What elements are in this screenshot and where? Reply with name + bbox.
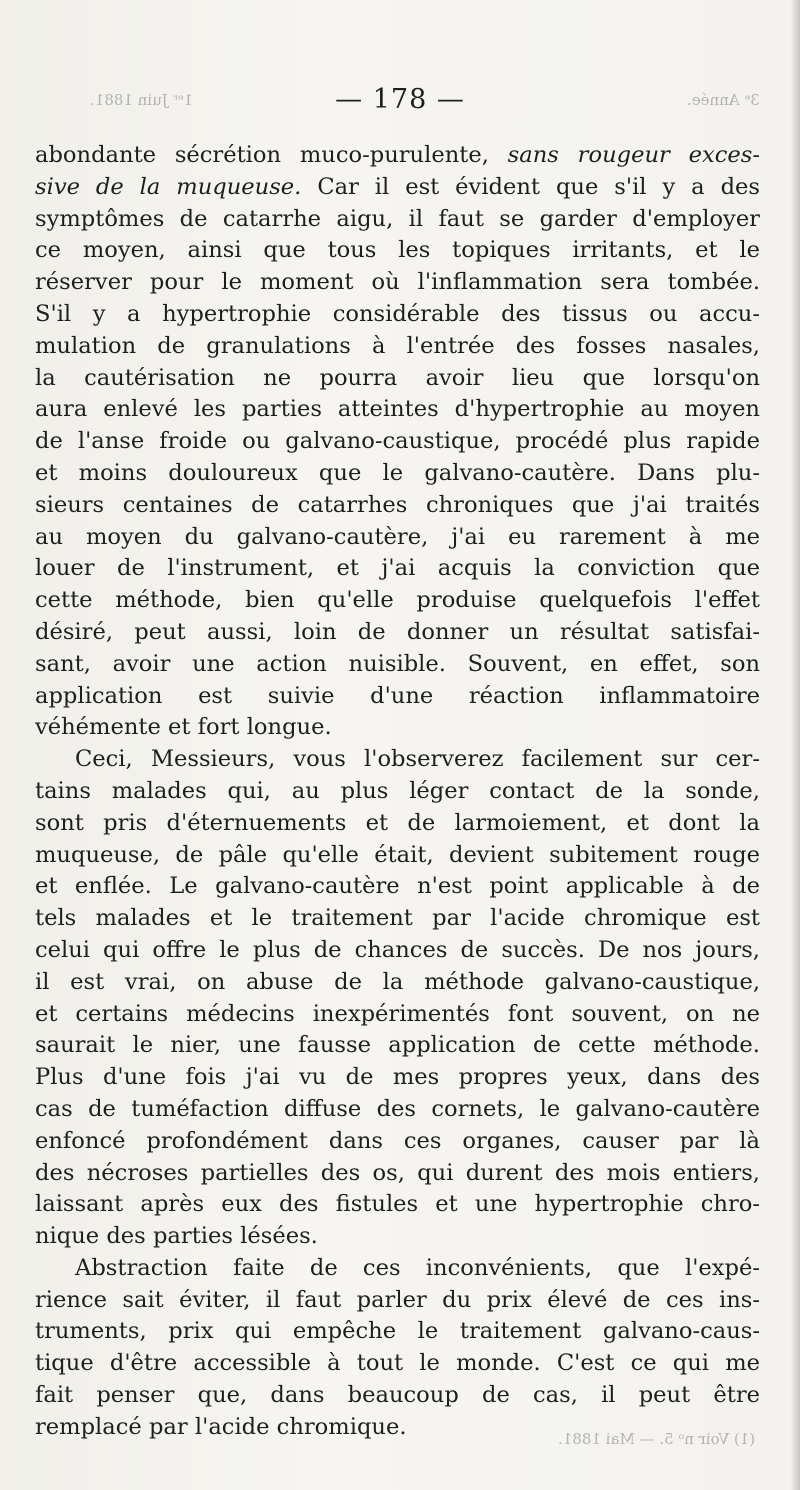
bleedthrough-text-left: 1ᵉʳ Juin 1881. (90, 91, 194, 109)
text-line (35, 1412, 760, 1444)
text-line (35, 935, 760, 967)
text-line (35, 903, 760, 935)
italic-text-run: sive de la muqueuse. (35, 173, 302, 200)
text-line (35, 267, 760, 299)
text-run: tains malades qui, au plus léger contact de la sonde, (35, 777, 760, 804)
text-run: de l'anse froide ou galvano-caustique, procédé plus rapide (35, 428, 760, 455)
text-line (35, 1189, 760, 1221)
text-run: S'il y a hypertrophie considérable des tissus ou accu- (35, 300, 760, 327)
text-line (35, 394, 760, 426)
text-run: remplacé par l'acide chromique. (35, 1413, 407, 1440)
text-line (35, 1285, 760, 1317)
text-line (35, 712, 760, 744)
text-line (35, 522, 760, 554)
text-run: enfoncé profondément dans ces organes, causer par là (35, 1127, 760, 1154)
text-line (35, 744, 760, 776)
text-run: laissant après eux des fistules et une hypertrophie chro- (35, 1191, 760, 1218)
text-line (35, 363, 760, 395)
text-line (35, 1030, 760, 1062)
paragraph (35, 140, 760, 744)
text-run: Car il est évident que s'il y a des (301, 173, 761, 200)
text-line (35, 1126, 760, 1158)
text-line (35, 490, 760, 522)
text-run: truments, prix qui empêche le traitement galvano-caus- (35, 1318, 760, 1345)
text-line (35, 1094, 760, 1126)
text-run: et certains médecins inexpérimentés font souvent, on ne (35, 1000, 760, 1027)
text-run: il est vrai, on abuse de la méthode galvano-caustique, (35, 968, 760, 995)
text-run: réserver pour le moment où l'inflammation sera tombée. (35, 269, 760, 296)
text-line (35, 649, 760, 681)
paragraph (35, 1253, 760, 1444)
text-line (35, 871, 760, 903)
text-line (35, 1316, 760, 1348)
text-run: sant, avoir une action nuisible. Souvent, en effet, son (35, 650, 760, 677)
text-run: au moyen du galvano-cautère, j'ai eu rarement à me (35, 523, 760, 550)
bleedthrough-text-right: 3ᵉ Année. (687, 91, 760, 109)
text-line (35, 172, 760, 204)
text-run: la cautérisation ne pourra avoir lieu que lorsqu'on (35, 364, 760, 391)
text-line (35, 1221, 760, 1253)
text-run: tique d'être accessible à tout le monde. C'est ce qui me (35, 1350, 760, 1377)
text-run: abondante sécrétion muco-purulente, (35, 142, 508, 168)
text-line (35, 840, 760, 872)
text-line (35, 553, 760, 585)
page-number: — 178 — (335, 84, 465, 115)
text-run: Ceci, Messieurs, vous l'observerez facilement sur cer- (75, 746, 760, 773)
text-line (35, 1348, 760, 1380)
page-spine-shadow (790, 0, 800, 1490)
text-run: tels malades et le traitement par l'acide chromique est (35, 905, 760, 932)
text-run: aura enlevé les parties atteintes d'hypertrophie au moyen (35, 396, 760, 423)
text-run: muqueuse, de pâle qu'elle était, devient subitement rouge (35, 841, 760, 868)
text-run: ce moyen, ainsi que tous les topiques irritants, et le (35, 237, 760, 264)
text-run: cas de tuméfaction diffuse des cornets, le galvano-cautère (35, 1095, 760, 1122)
text-line (35, 808, 760, 840)
text-run: désiré, peut aussi, loin de donner un résultat satisfai- (35, 618, 760, 645)
italic-text-run: sans rougeur exces- (507, 142, 760, 168)
bleedthrough-text-bottom: (1) Voir nᵒ 5. — Mai 1881. (557, 1430, 755, 1448)
text-run: application est suivie d'une réaction inflammatoire (35, 682, 760, 709)
text-run: fait penser que, dans beaucoup de cas, il peut être (35, 1382, 760, 1409)
text-line (35, 617, 760, 649)
text-run: sieurs centaines de catarrhes chroniques que j'ai traités (35, 491, 760, 518)
text-run: véhémente et fort longue. (35, 714, 332, 741)
text-run: symptômes de catarrhe aigu, il faut se garder d'employer (35, 205, 760, 232)
text-run: rience sait éviter, il faut parler du prix élevé de ces ins- (35, 1286, 760, 1313)
text-line (35, 140, 760, 172)
text-run: et moins douloureux que le galvano-cautère. Dans plu- (35, 459, 760, 486)
text-line (35, 585, 760, 617)
text-run: louer de l'instrument, et j'ai acquis la conviction que (35, 555, 760, 582)
text-line (35, 299, 760, 331)
text-run: mulation de granulations à l'entrée des fosses nasales, (35, 332, 760, 359)
text-run: cette méthode, bien qu'elle produise quelquefois l'effet (35, 587, 760, 614)
text-line (35, 776, 760, 808)
text-line (35, 1158, 760, 1190)
text-run: des nécroses partielles des os, qui durent des mois entiers, (35, 1159, 760, 1186)
text-line (35, 1380, 760, 1412)
text-line (35, 204, 760, 236)
text-line (35, 331, 760, 363)
text-run: nique des parties lésées. (35, 1223, 318, 1250)
text-line (35, 426, 760, 458)
text-run: Plus d'une fois j'ai vu de mes propres yeux, dans des (35, 1064, 760, 1091)
text-run: sont pris d'éternuements et de larmoiement, et dont la (35, 809, 760, 836)
body-text (35, 140, 760, 1444)
text-line (35, 1253, 760, 1285)
text-line (35, 999, 760, 1031)
text-run: saurait le nier, une fausse application de cette méthode. (35, 1032, 760, 1059)
text-line (35, 681, 760, 713)
text-run: celui qui offre le plus de chances de succès. De nos jours, (35, 936, 760, 963)
text-run: et enflée. Le galvano-cautère n'est point applicable à de (35, 873, 760, 900)
text-line (35, 1062, 760, 1094)
text-line (35, 967, 760, 999)
text-line (35, 458, 760, 490)
text-line (35, 235, 760, 267)
text-run: Abstraction faite de ces inconvénients, que l'expé- (75, 1254, 760, 1281)
paragraph (35, 744, 760, 1253)
